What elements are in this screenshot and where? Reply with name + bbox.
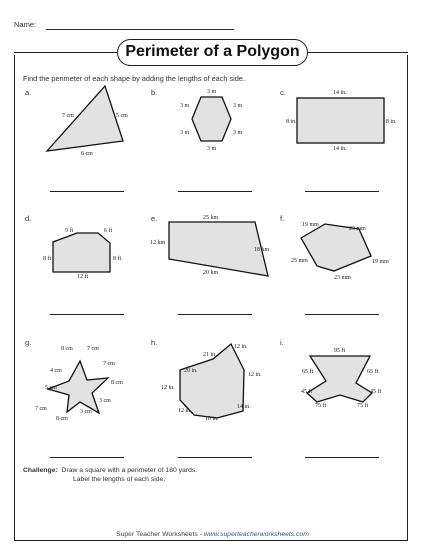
shape-h-label: 12 in. — [161, 385, 175, 391]
shape-f-label: 25 mm — [291, 258, 308, 264]
shape-i-label: 65 ft — [367, 369, 379, 375]
shape-g-label: 7 cm — [35, 406, 47, 412]
shape-i-label: 95 ft — [334, 348, 346, 354]
shape-b-label: 3 m — [180, 130, 190, 136]
problem-letter-e: e. — [151, 214, 158, 223]
shape-e-label: 18 km — [254, 247, 270, 253]
shape-b-label: 3 m — [233, 130, 243, 136]
shape-g-label: 4 cm — [50, 368, 62, 374]
instructions: Find the perimeter of each shape by adding the lengths of each side. — [23, 74, 245, 83]
shape-h-label: 10 in. — [205, 416, 219, 422]
hexagon-shape — [192, 97, 231, 141]
challenge-label: Challenge: — [23, 467, 58, 474]
problem-letter-g: g. — [25, 338, 32, 347]
shape-d-label: 12 ft — [77, 274, 89, 280]
problem-letter-f: f. — [280, 214, 285, 223]
shape-i-label: 45 ft — [370, 389, 382, 395]
shape-g-label: 8 cm — [111, 380, 123, 386]
shape-d-label: 8 ft — [43, 256, 52, 262]
shape-i-label: 75 ft — [357, 403, 369, 409]
shape-h-label: 12 in. — [234, 344, 248, 350]
shape-a-label: 5 cm — [116, 113, 128, 119]
shape-g-label: 7 cm — [103, 361, 115, 367]
hourglass-shape — [307, 356, 372, 402]
rectangle-shape — [297, 98, 384, 143]
shape-g-label: 5 cm — [45, 385, 57, 391]
name-label: Name: — [14, 20, 37, 29]
shape-a-label: 6 cm — [81, 151, 93, 157]
problem-letter-d: d. — [25, 214, 32, 223]
shape-b-label: 3 m — [207, 146, 217, 152]
shape-f-label: 19 mm — [372, 259, 389, 265]
shape-d-label: 8 ft — [113, 256, 122, 262]
shape-f-label: 23 mm — [349, 226, 366, 232]
shape-g-label: 8 cm — [61, 346, 73, 352]
footer-brand: Super Teacher Worksheets — [116, 531, 198, 538]
footer — [0, 531, 425, 538]
problem-letter-c: c. — [280, 88, 286, 97]
shape-e-label: 12 km — [150, 240, 166, 246]
shape-b-label: 3 m — [180, 103, 190, 109]
page-title: Perimeter of a Polygon — [125, 43, 300, 60]
shape-f-label: 23 mm — [334, 275, 351, 281]
shape-e-label: 25 km — [203, 215, 219, 221]
shape-c-label: 8 in. — [286, 119, 297, 125]
shape-i-label: 45 ft — [301, 389, 313, 395]
shape-f-label: 19 mm — [302, 222, 319, 228]
problem-letter-h: h. — [151, 338, 158, 347]
shape-g-label: 7 cm — [87, 346, 99, 352]
shape-g-label: 3 cm — [99, 398, 111, 404]
shape-g-label: 8 cm — [56, 416, 68, 422]
shape-b-label: 3 m — [207, 89, 217, 95]
shape-b-label: 3 m — [233, 103, 243, 109]
house-pentagon-shape — [53, 233, 110, 272]
challenge-line-2: Label the lengths of each side. — [73, 476, 166, 483]
shape-d-label: 6 ft — [104, 228, 113, 234]
challenge-block — [23, 466, 197, 484]
shape-g-label: 3 cm — [80, 409, 92, 415]
problem-letter-a: a. — [25, 88, 32, 97]
problem-letter-i: i. — [280, 338, 284, 347]
shape-e-label: 20 km — [203, 270, 219, 276]
shape-h-label: 20 in. — [184, 368, 198, 374]
shape-h-label: 14 in. — [237, 404, 251, 410]
challenge-line-1: Draw a square with a perimeter of 180 yards. — [61, 467, 198, 474]
footer-separator: - — [197, 531, 204, 538]
shape-i-label: 75 ft — [315, 403, 327, 409]
shape-i-label: 65 ft — [302, 369, 314, 375]
shape-h-label: 21 in. — [203, 352, 217, 358]
shape-c-label: 8 in. — [386, 119, 397, 125]
shape-c-label: 14 in. — [333, 146, 347, 152]
shape-c-label: 14 in. — [333, 90, 347, 96]
footer-link[interactable]: www.superteacherworksheets.com — [203, 531, 309, 538]
shape-h-label: 12 in. — [178, 408, 192, 414]
shape-h-label: 12 in. — [248, 372, 262, 378]
shape-a-label: 7 cm — [62, 113, 74, 119]
shape-d-label: 9 ft — [65, 228, 74, 234]
problem-letter-b: b. — [151, 88, 158, 97]
triangle-shape — [47, 86, 123, 151]
